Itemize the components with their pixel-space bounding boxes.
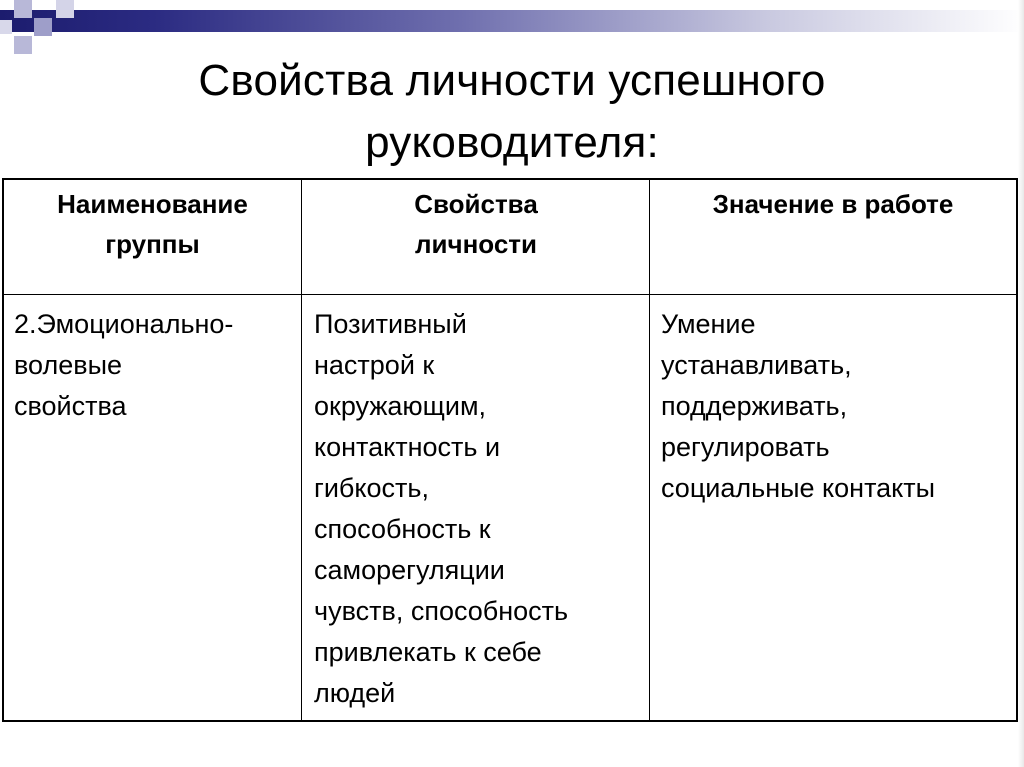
header-text: Значение в работе <box>712 189 954 219</box>
header-cell-meaning <box>650 184 1016 224</box>
decor-square <box>14 0 32 18</box>
header-gradient-bar <box>0 10 1024 32</box>
header-text: Свойства <box>414 189 538 219</box>
header-text: личности <box>414 229 537 259</box>
decor-square <box>56 0 74 18</box>
cell-line: саморегуляции <box>314 555 505 585</box>
cell-line: способность к <box>314 514 491 544</box>
cell-line: привлекать к себе <box>314 637 542 667</box>
header-cell-traits <box>302 184 650 264</box>
cell-line: поддерживать, <box>661 391 848 421</box>
cell-line: Умение <box>661 309 756 339</box>
header-divider <box>4 294 1016 295</box>
properties-table <box>2 178 1018 722</box>
cell-line: контактность и <box>314 432 501 462</box>
header-text: Наименование <box>57 189 248 219</box>
cell-line: устанавливать, <box>661 350 852 380</box>
slide-title <box>0 50 1024 174</box>
cell-line: настрой к <box>314 350 435 380</box>
cell-line: 2.Эмоционально- <box>14 309 234 339</box>
header-text: группы <box>105 229 200 259</box>
header-cell-group <box>4 184 301 264</box>
cell-line: Позитивный <box>314 309 467 339</box>
body-cell-traits <box>314 304 650 714</box>
cell-line: свойства <box>14 391 127 421</box>
title-line-1: Свойства личности успешного <box>198 56 826 105</box>
body-cell-meaning <box>661 304 1018 509</box>
title-line-2: руководителя: <box>365 118 659 167</box>
decor-square <box>0 20 12 34</box>
body-cell-group <box>14 304 299 427</box>
cell-line: людей <box>314 678 396 708</box>
cell-line: волевые <box>14 350 122 380</box>
cell-line: социальные контакты <box>661 473 936 503</box>
cell-line: регулировать <box>661 432 830 462</box>
cell-line: чувств, способность <box>314 596 569 626</box>
cell-line: окружающим, <box>314 391 487 421</box>
cell-line: гибкость, <box>314 473 429 503</box>
decor-square <box>34 18 52 36</box>
